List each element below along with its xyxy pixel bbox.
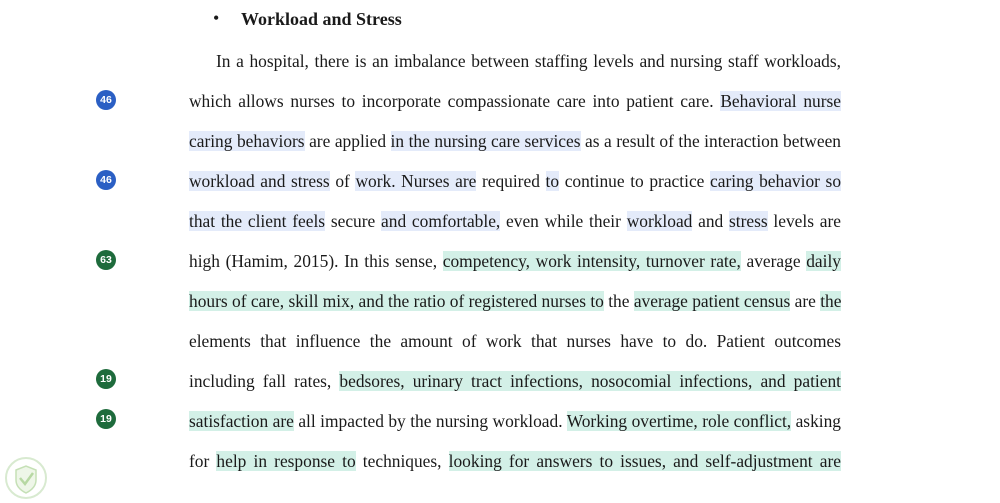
highlighted-match-text[interactable]: average patient census [633,291,791,311]
text-segment: including fall rates, [189,371,340,391]
highlighted-match-text[interactable]: looking for answers to issues, and self-adjustment are [448,451,841,471]
source-badge[interactable]: 46 [96,170,116,190]
source-badge[interactable]: 63 [96,250,116,270]
highlighted-match-text[interactable]: that the client feels [189,211,326,231]
source-badge[interactable]: 19 [96,409,116,429]
text-segment: continue to practice [559,171,711,191]
highlighted-match-text[interactable]: bedsores, urinary tract infections, nosocomial infections, and patient [339,371,842,391]
text-line [189,166,841,196]
text-line [189,326,841,356]
text-line [216,46,841,76]
shield-logo-icon [2,456,50,500]
text-segment: In a hospital, there is an imbalance between staffing levels and nursing staff workloads, [216,51,841,71]
highlighted-match-text[interactable]: competency, work intensity, turnover rate, [442,251,741,271]
highlighted-match-text[interactable]: caring behavior so [710,171,842,191]
highlighted-match-text[interactable]: to [545,171,560,191]
text-line [189,286,841,316]
highlighted-match-text[interactable]: workload and stress [189,171,330,191]
source-badge[interactable]: 46 [96,90,116,110]
text-segment: of [329,171,356,191]
highlighted-match-text[interactable]: satisfaction are [189,411,294,431]
source-badge[interactable]: 19 [96,369,116,389]
text-segment: as a result of the interaction between [580,131,841,151]
highlighted-match-text[interactable]: hours of care, skill mix, and the ratio of registered nurses to [189,291,604,311]
text-segment: which allows nurses to incorporate compassionate care into patient care. [189,91,721,111]
text-segment: high (Hamim, 2015). In this sense, [189,251,443,271]
highlighted-match-text[interactable]: the [820,291,842,311]
text-line [189,126,841,156]
highlighted-match-text[interactable]: caring behaviors [189,131,305,151]
text-line [189,86,841,116]
text-segment: even while their [500,211,627,231]
text-segment: for [189,451,217,471]
highlighted-match-text[interactable]: help in response to [216,451,356,471]
text-line [189,246,841,276]
text-segment: techniques, [355,451,449,471]
text-line [189,206,841,236]
text-segment: average [740,251,807,271]
text-segment: levels are [767,211,841,231]
text-segment: are applied [304,131,391,151]
text-line [189,366,841,396]
bullet-marker: • [213,8,220,28]
highlighted-match-text[interactable]: Behavioral nurse [720,91,842,111]
highlighted-match-text[interactable]: stress [729,211,768,231]
text-segment: asking [791,411,841,431]
text-segment: the [603,291,634,311]
highlighted-match-text[interactable]: in the nursing care services [390,131,581,151]
highlighted-match-text[interactable]: and comfortable, [381,211,501,231]
highlighted-match-text[interactable]: Working overtime, role conflict, [566,411,792,431]
highlighted-match-text[interactable]: daily [806,251,841,271]
highlighted-match-text[interactable]: workload [626,211,693,231]
text-segment: and [692,211,730,231]
text-line [189,446,841,476]
text-segment: secure [325,211,382,231]
text-line [189,406,841,436]
text-segment: all impacted by the nursing workload. [293,411,567,431]
text-segment: elements that influence the amount of work that nurses have to do. Patient outcomes [189,331,841,351]
section-heading: Workload and Stress [241,9,402,29]
highlighted-match-text[interactable]: work. Nurses are [355,171,477,191]
text-segment: are [790,291,821,311]
text-segment: required [476,171,546,191]
